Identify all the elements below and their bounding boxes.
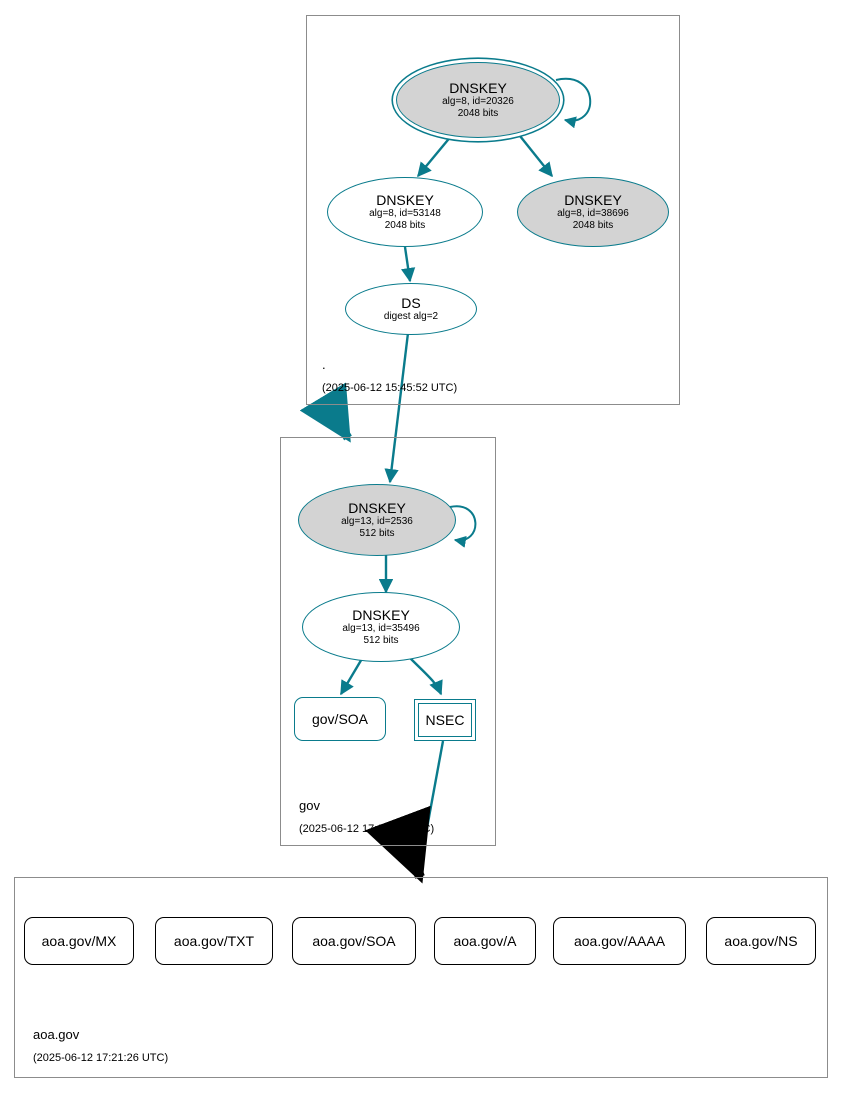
edge-root-zone-to-gov-zone (325, 400, 348, 438)
node-title: gov/SOA (311, 710, 369, 727)
node-title: aoa.gov/MX (41, 932, 117, 949)
node-title: aoa.gov/AAAA (573, 932, 666, 949)
node-subtitle-alg: alg=13, id=2536 (341, 516, 413, 528)
zone-label-root: . (322, 357, 326, 372)
node-root-ds[interactable] (345, 283, 477, 335)
node-aoagov-mx-rrset[interactable] (24, 917, 134, 965)
node-subtitle-bits: 2048 bits (457, 108, 499, 120)
node-title: aoa.gov/SOA (312, 932, 396, 949)
node-title: DNSKEY (352, 606, 410, 623)
node-title: aoa.gov/A (453, 932, 517, 949)
node-gov-dnskey-35496[interactable] (302, 592, 460, 662)
node-subtitle-bits: 2048 bits (384, 220, 426, 232)
node-subtitle-alg: alg=8, id=38696 (557, 208, 629, 220)
zone-timestamp-aoagov: (2025-06-12 17:21:26 UTC) (33, 1052, 169, 1064)
node-aoagov-soa-rrset[interactable] (292, 917, 416, 965)
node-gov-dnskey-ksk-2536[interactable] (298, 484, 456, 556)
node-title: DNSKEY (348, 499, 406, 516)
node-subtitle-alg: alg=8, id=53148 (369, 208, 441, 220)
node-aoagov-txt-rrset[interactable] (155, 917, 273, 965)
node-gov-nsec[interactable] (414, 699, 476, 741)
node-aoagov-aaaa-rrset[interactable] (553, 917, 686, 965)
zone-label-aoagov: aoa.gov (33, 1027, 80, 1042)
node-title: aoa.gov/TXT (173, 932, 255, 949)
node-subtitle-digest: digest alg=2 (383, 311, 439, 323)
node-gov-soa-rrset[interactable] (294, 697, 386, 741)
node-title: DNSKEY (376, 191, 434, 208)
zone-label-gov: gov (299, 798, 320, 813)
node-title: aoa.gov/NS (724, 932, 798, 949)
node-subtitle-alg: alg=13, id=35496 (342, 623, 420, 635)
node-root-dnskey-53148[interactable] (327, 177, 483, 247)
node-title: DNSKEY (449, 79, 507, 96)
zone-box-aoagov (14, 877, 828, 1078)
zone-timestamp-gov: (2025-06-12 17:08:36 UTC) (299, 823, 435, 835)
node-title: DS (401, 294, 421, 311)
node-subtitle-bits: 512 bits (363, 635, 399, 647)
node-root-dnskey-38696[interactable] (517, 177, 669, 247)
node-subtitle-bits: 512 bits (359, 528, 395, 540)
node-aoagov-a-rrset[interactable] (434, 917, 536, 965)
node-root-dnskey-ksk-20326[interactable] (396, 62, 560, 138)
node-subtitle-bits: 2048 bits (572, 220, 614, 232)
node-subtitle-alg: alg=8, id=20326 (442, 96, 514, 108)
zone-timestamp-root: (2025-06-12 15:45:52 UTC) (322, 382, 458, 394)
node-title: NSEC (425, 711, 465, 728)
edge-gov-zone-to-aoagov-zone (408, 845, 420, 877)
node-aoagov-ns-rrset[interactable] (706, 917, 816, 965)
node-title: DNSKEY (564, 191, 622, 208)
